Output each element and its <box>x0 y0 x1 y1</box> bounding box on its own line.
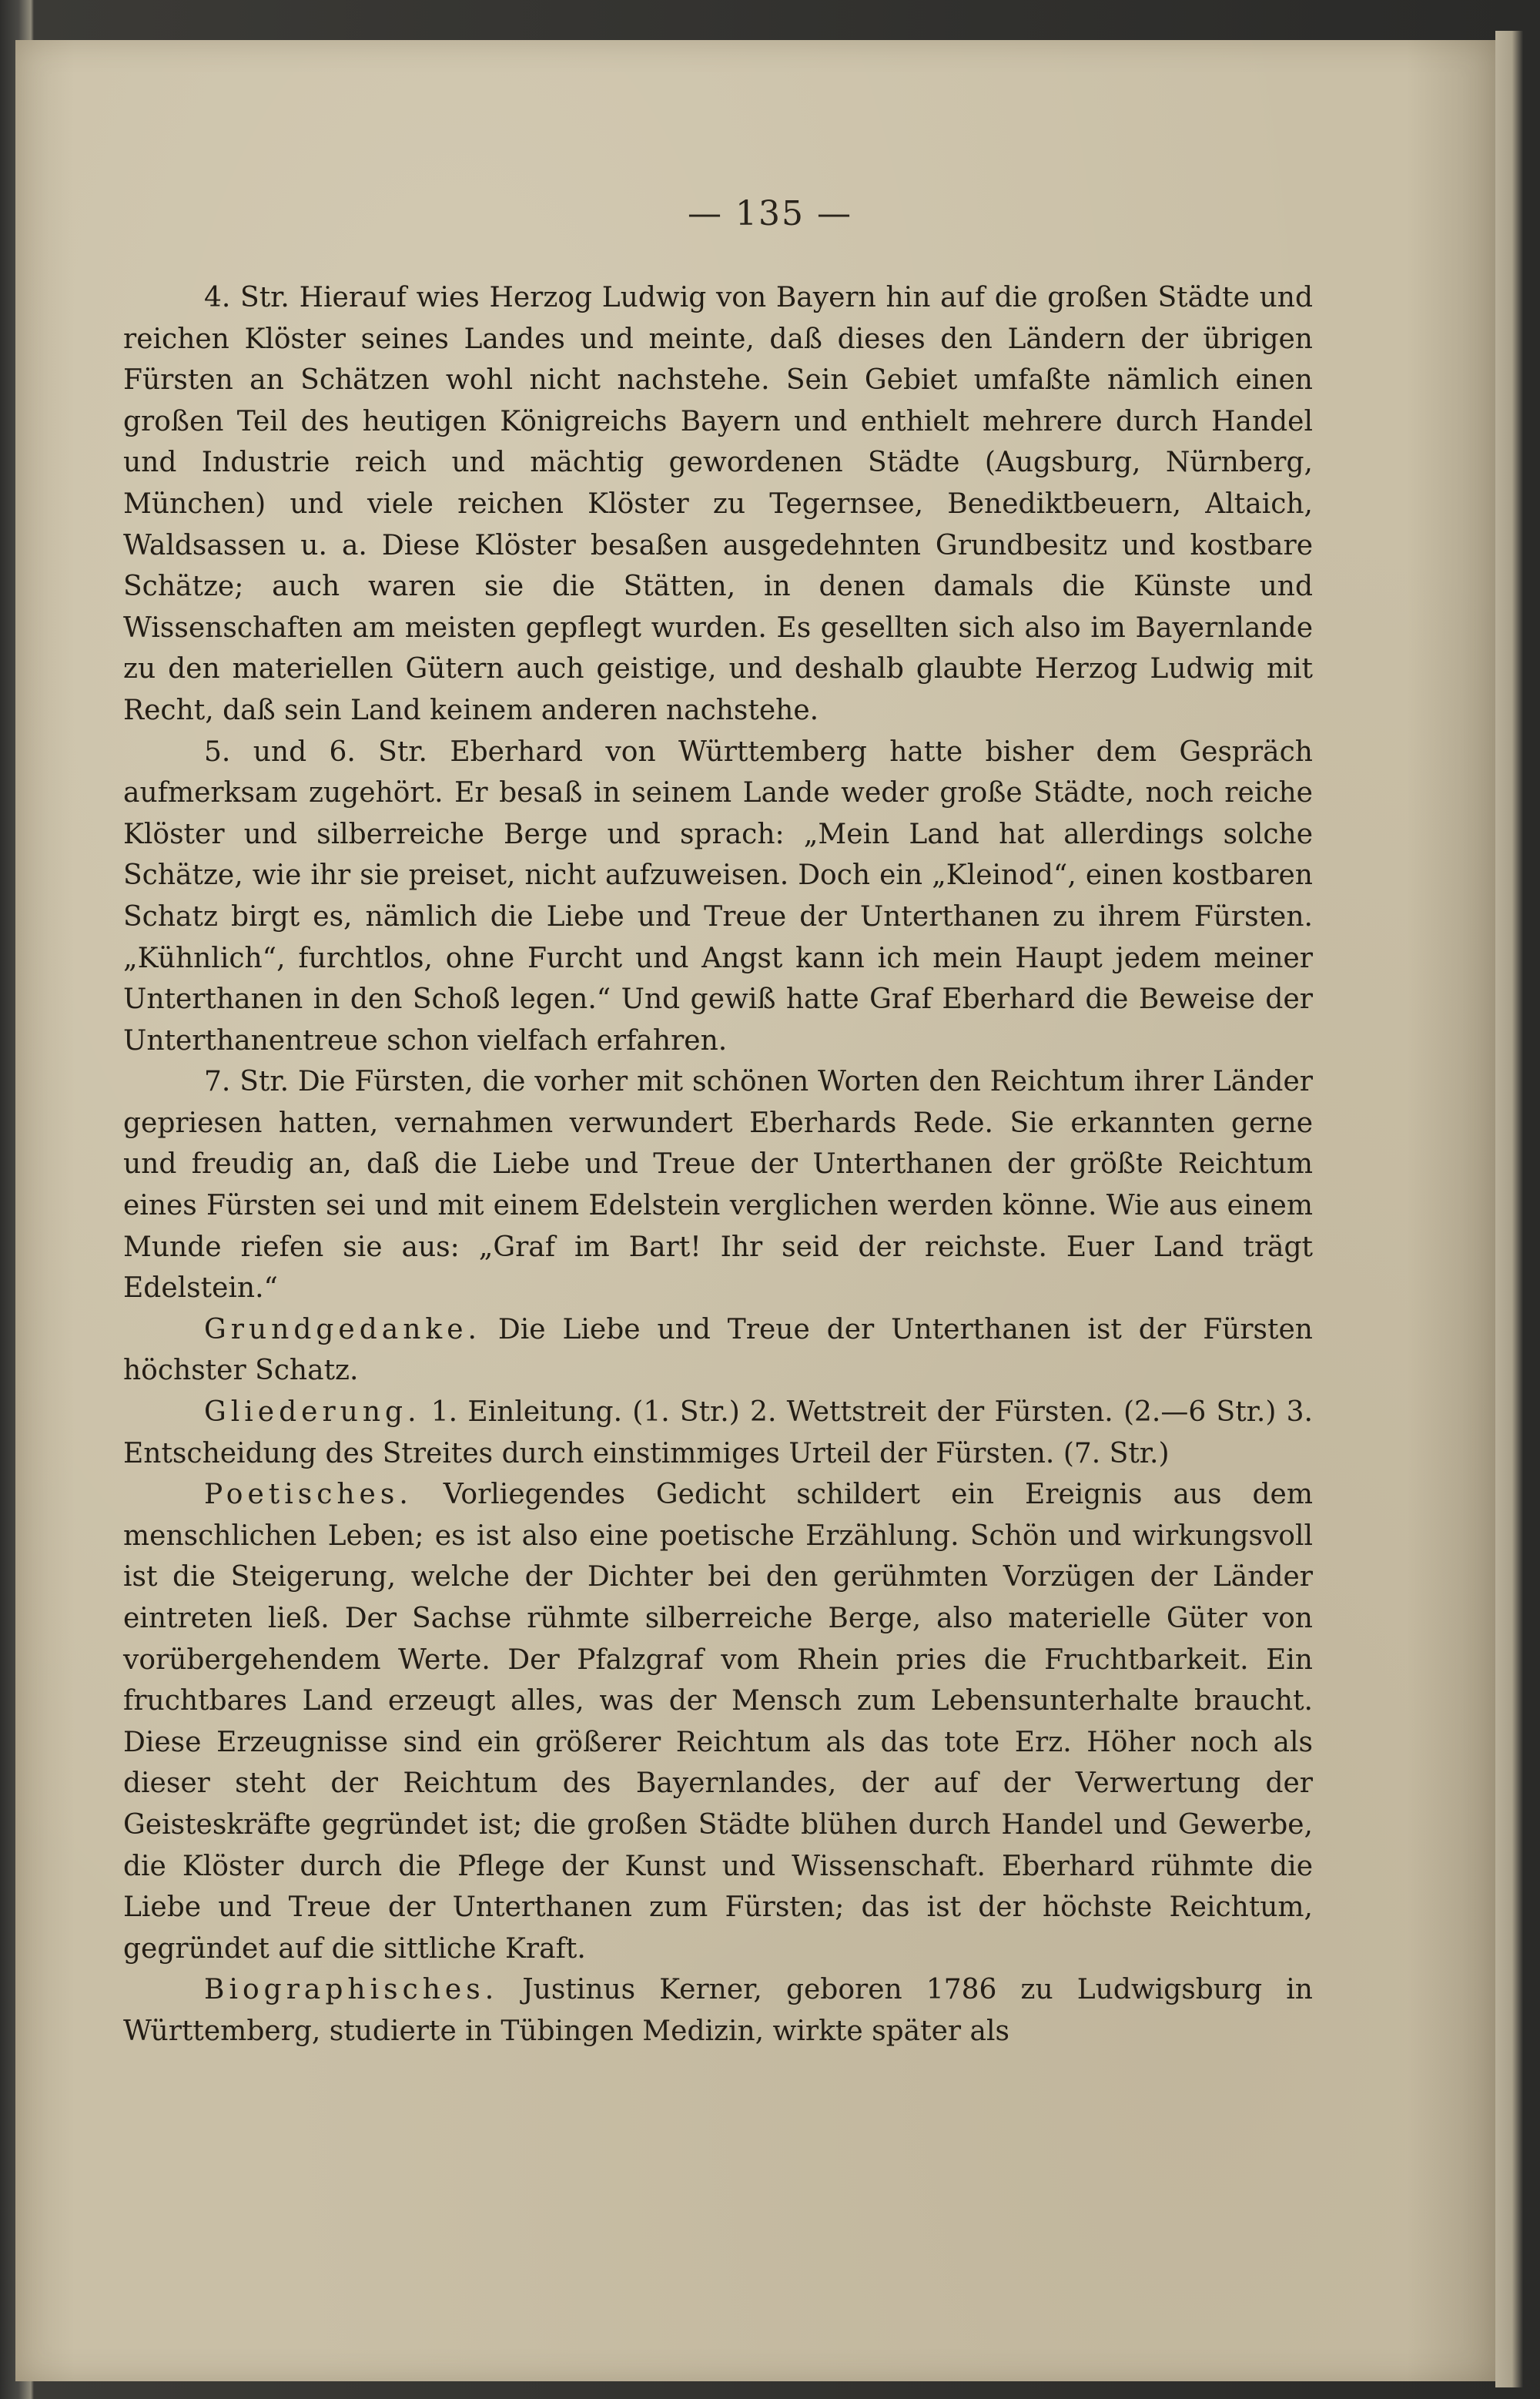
page-edge <box>1495 31 1523 2387</box>
paragraph-text: Justinus Kerner, geboren 1786 zu Ludwigsburg in Württemberg, studierte in Tübingen Medizin, wirkte später als <box>123 1974 1313 2047</box>
paragraph-biographisches <box>123 1969 1313 2052</box>
paragraph-text: Vorliegendes Gedicht schildert ein Ereignis aus dem menschlichen Leben; es ist also eine poetische Erzählung. Schön und wirkungsvoll ist die Steigerung, welche der Dichter bei den gerühmten Vorzügen der Länder eintreten ließ. Der Sachse rühmte silberreiche Berge, also materielle Güter von vorübergehendem Werte. Der Pfalzgraf vom Rhein pries die Fruchtbarkeit. Ein fruchtbares Land erzeugt alles, was der Mensch zum Lebensunterhalte braucht. Diese Erzeugnisse sind ein größerer Reichtum als das tote Erz. Höher noch als dieser steht der Reichtum des Bayernlandes, der auf der Verwertung der Geisteskräfte gegründet ist; die großen Städte blühen durch Handel und Gewerbe, die Klöster durch die Pflege der Kunst und Wissenschaft. Eberhard rühmte die Liebe und Treue der Unterthanen zum Fürsten; das ist der höchste Reichtum, gegründet auf die sittliche Kraft. <box>123 1479 1313 1965</box>
paragraph-lead: Grundgedanke. <box>204 1313 481 1345</box>
paragraph-text: 7. Str. Die Fürsten, die vorher mit schönen Worten den Reichtum ihrer Länder gepriesen hatten, vernahmen verwundert Eberhards Rede. Sie erkannten gerne und freudig an, daß die Liebe und Treue der Unterthanen der größte Reichtum eines Fürsten sei und mit einem Edelstein verglichen werden könne. Wie aus einem Munde riefen sie aus: „Graf im Bart! Ihr seid der reichste. Euer Land trägt Edelstein.“ <box>123 1066 1313 1305</box>
paragraph-stanza-4 <box>123 277 1313 732</box>
paragraph-stanza-5-6 <box>123 732 1313 1062</box>
body-text <box>123 277 1313 2052</box>
paragraph-lead: Poetisches. <box>204 1479 413 1511</box>
paragraph-text: 4. Str. Hierauf wies Herzog Ludwig von Bayern hin auf die großen Städte und reichen Klöster seines Landes und meinte, daß dieses den Ländern der übrigen Fürsten an Schätzen wohl nicht nachstehe. Sein Gebiet umfaßte nämlich einen großen Teil des heutigen Königreichs Bayern und enthielt mehrere durch Handel und Industrie reich und mächtig gewordenen Städte (Augsburg, Nürnberg, München) und viele reichen Klöster zu Tegernsee, Benediktbeuern, Altaich, Waldsassen u. a. Diese Klöster besaßen ausgedehnten Grundbesitz und kostbare Schätze; auch waren sie die Stätten, in denen damals die Künste und Wissenschaften am meisten gepflegt wurden. Es gesellten sich also im Bayernlande zu den materiellen Gütern auch geistige, und deshalb glaubte Herzog Ludwig mit Recht, daß sein Land keinem anderen nachstehe. <box>123 282 1313 726</box>
page-number: — 135 — <box>688 194 852 233</box>
paragraph-gliederung <box>123 1392 1313 1474</box>
paragraph-lead: Biographisches. <box>204 1974 499 2006</box>
paragraph-text: Die Liebe und Treue der Unterthanen ist der Fürsten höchster Schatz. <box>123 1313 1313 1387</box>
paragraph-text: 1. Einleitung. (1. Str.) 2. Wettstreit der Fürsten. (2.—6 Str.) 3. Entscheidung des Streites durch einstimmiges Urteil der Fürsten. (7. Str.) <box>123 1396 1313 1469</box>
paragraph-poetisches <box>123 1474 1313 1969</box>
paragraph-grundgedanke <box>123 1309 1313 1392</box>
paragraph-stanza-7 <box>123 1061 1313 1309</box>
paragraph-lead: Gliederung. <box>204 1396 421 1429</box>
paragraph-text: 5. und 6. Str. Eberhard von Württemberg hatte bisher dem Gespräch aufmerksam zugehört. Er besaß in seinem Lande weder große Städte, noch reiche Klöster und silberreiche Berge und sprach: „Mein Land hat allerdings solche Schätze, wie ihr sie preiset, nicht aufzuweisen. Doch ein „Kleinod“, einen kostbaren Schatz birgt es, nämlich die Liebe und Treue der Unterthanen zu ihrem Fürsten. „Kühnlich“, furchtlos, ohne Furcht und Angst kann ich mein Haupt jedem meiner Unterthanen in den Schoß legen.“ Und gewiß hatte Graf Eberhard die Beweise der Unterthanentreue schon vielfach erfahren. <box>123 735 1313 1057</box>
